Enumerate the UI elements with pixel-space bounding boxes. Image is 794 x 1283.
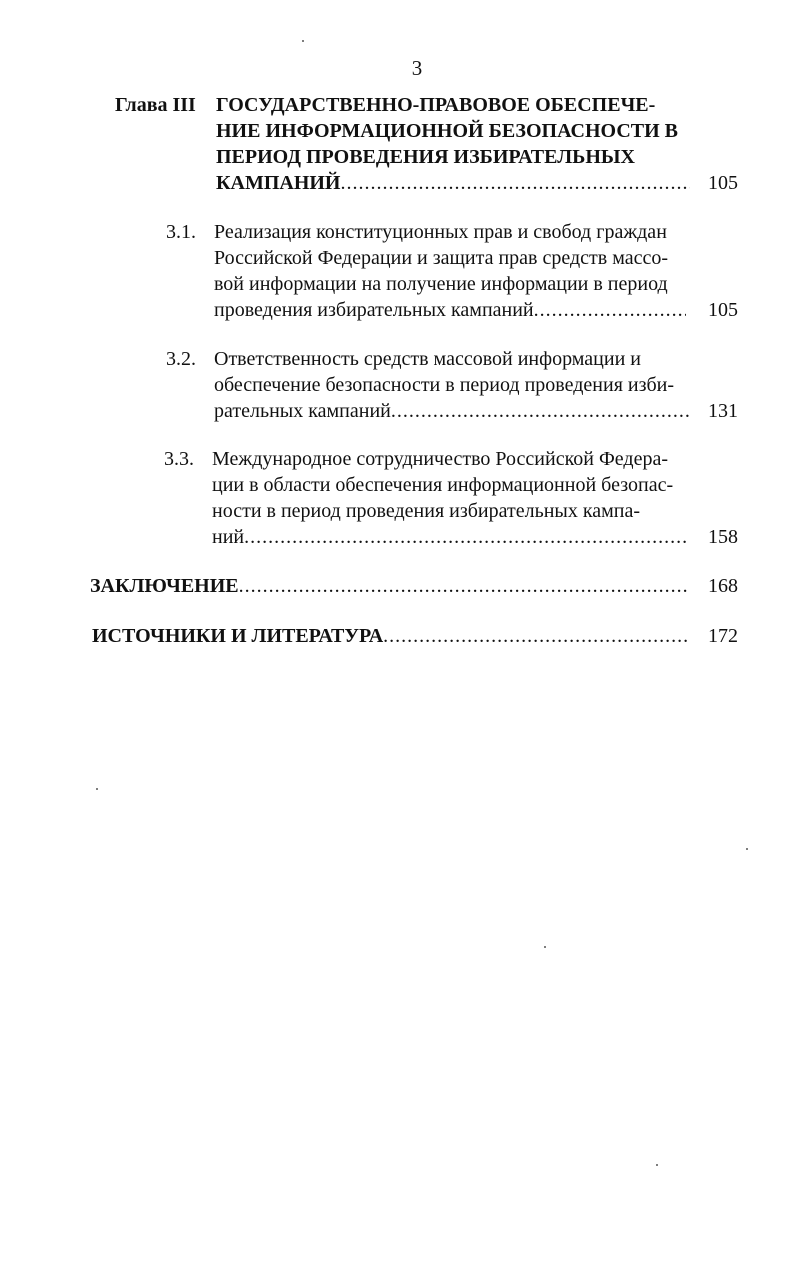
dot-leader — [383, 623, 688, 649]
chapter-title-line: ГОСУДАРСТВЕННО-ПРАВОВОЕ ОБЕСПЕЧЕ- — [216, 94, 656, 116]
scan-speck — [544, 946, 546, 948]
section-number: 3.1. — [166, 221, 196, 243]
chapter-title-line: КАМПАНИЙ — [216, 172, 341, 194]
section-title-line: Реализация конституционных прав и свобод граждан — [214, 221, 667, 243]
section-title-line: ний — [212, 526, 245, 548]
sources-page: 172 — [708, 625, 738, 647]
section-number: 3.3. — [164, 448, 194, 470]
section-page: 105 — [708, 299, 738, 321]
scan-speck — [96, 788, 98, 790]
section-title-line: вой информации на получение информации в период — [214, 273, 668, 295]
dot-leader — [239, 573, 688, 599]
dot-leader — [534, 297, 686, 323]
section-title-last-line — [214, 398, 690, 424]
chapter-title-last-line — [216, 170, 690, 196]
sources-line — [92, 623, 688, 649]
section-title-line: обеспечение безопасности в период проведения изби- — [214, 374, 675, 396]
scan-speck — [302, 40, 304, 42]
scan-speck — [746, 848, 748, 850]
section-number: 3.2. — [166, 348, 196, 370]
section-page: 131 — [708, 400, 738, 422]
section-title-line: ции в области обеспечения информационной безопас- — [212, 474, 674, 496]
section-title-line: ности в период проведения избирательных кампа- — [212, 500, 641, 522]
section-page: 158 — [708, 526, 738, 548]
page-number: 3 — [411, 56, 423, 80]
section-title-last-line — [214, 297, 686, 323]
section-title-last-line — [212, 524, 688, 550]
dot-leader — [341, 170, 691, 196]
conclusion-line — [90, 573, 688, 599]
dot-leader — [391, 398, 690, 424]
section-title-line: проведения избирательных кампаний — [214, 299, 534, 321]
section-title-line: Российской Федерации и защита прав средств массо- — [214, 247, 669, 269]
chapter-title-line: ПЕРИОД ПРОВЕДЕНИЯ ИЗБИРАТЕЛЬНЫХ — [216, 146, 635, 168]
sources-label: ИСТОЧНИКИ И ЛИТЕРАТУРА — [92, 625, 384, 647]
chapter-title-line: НИЕ ИНФОРМАЦИОННОЙ БЕЗОПАСНОСТИ В — [216, 120, 679, 142]
section-title-line: рательных кампаний — [214, 400, 391, 422]
conclusion-page: 168 — [708, 575, 738, 597]
section-title-line: Ответственность средств массовой информации и — [214, 348, 641, 370]
chapter-page: 105 — [708, 172, 738, 194]
section-title-line: Международное сотрудничество Российской Федера- — [212, 448, 668, 470]
chapter-label: Глава III — [115, 94, 196, 116]
scan-speck — [656, 1164, 658, 1166]
conclusion-label: ЗАКЛЮЧЕНИЕ — [90, 575, 239, 597]
dot-leader — [244, 524, 688, 550]
